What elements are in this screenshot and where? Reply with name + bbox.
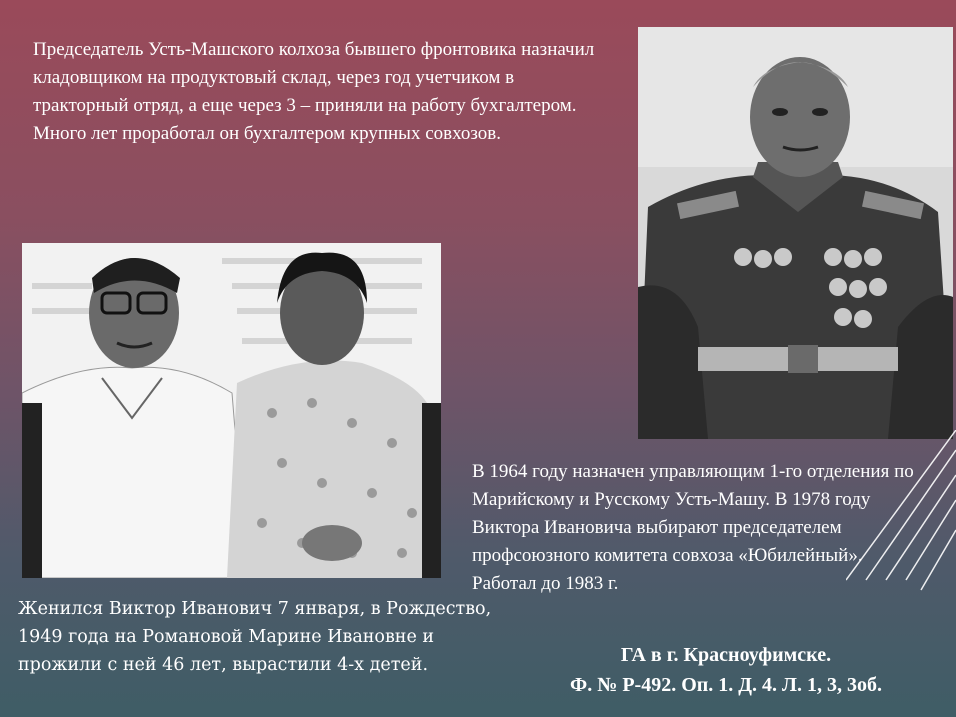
couple-photo-image (22, 243, 441, 578)
right-paragraph-text-end: Работал до 1983 г. (472, 573, 619, 594)
veteran-photo-image (638, 27, 953, 439)
archive-line-1: ГА в г. Красноуфимске. (620, 644, 832, 666)
veteran-photo (638, 27, 953, 439)
right-paragraph-text: В 1964 году назначен управляющим 1-го отделения по Марийскому и Русскому Усть-Машу. В 1978 году Виктора Ивановича выбирают председателем профсоюзного комитета совхоза «Юбилейный». (472, 461, 914, 566)
bottom-paragraph-text: Женился Виктор Иванович 7 января, в Рождество, 1949 года на Романовой Марине Ивановне и прожили с ней 46 лет, вырастили 4-х детей. (18, 599, 492, 675)
bottom-paragraph (18, 595, 498, 679)
couple-photo (22, 243, 441, 578)
archive-reference (516, 640, 936, 700)
archive-line-2: Ф. № Р-492. Оп. 1. Д. 4. Л. 1, 3, 3об. (570, 674, 882, 696)
decorative-lines (846, 430, 956, 630)
top-paragraph-text: Председатель Усть-Машского колхоза бывшего фронтовика назначил кладовщиком на продуктовый склад, через год учетчиком в тракторный отряд, а еще через 3 – приняли на работу бухгалтером. Много лет проработал он бухгалтером крупных совхозов. (33, 39, 595, 144)
top-paragraph (33, 36, 613, 148)
